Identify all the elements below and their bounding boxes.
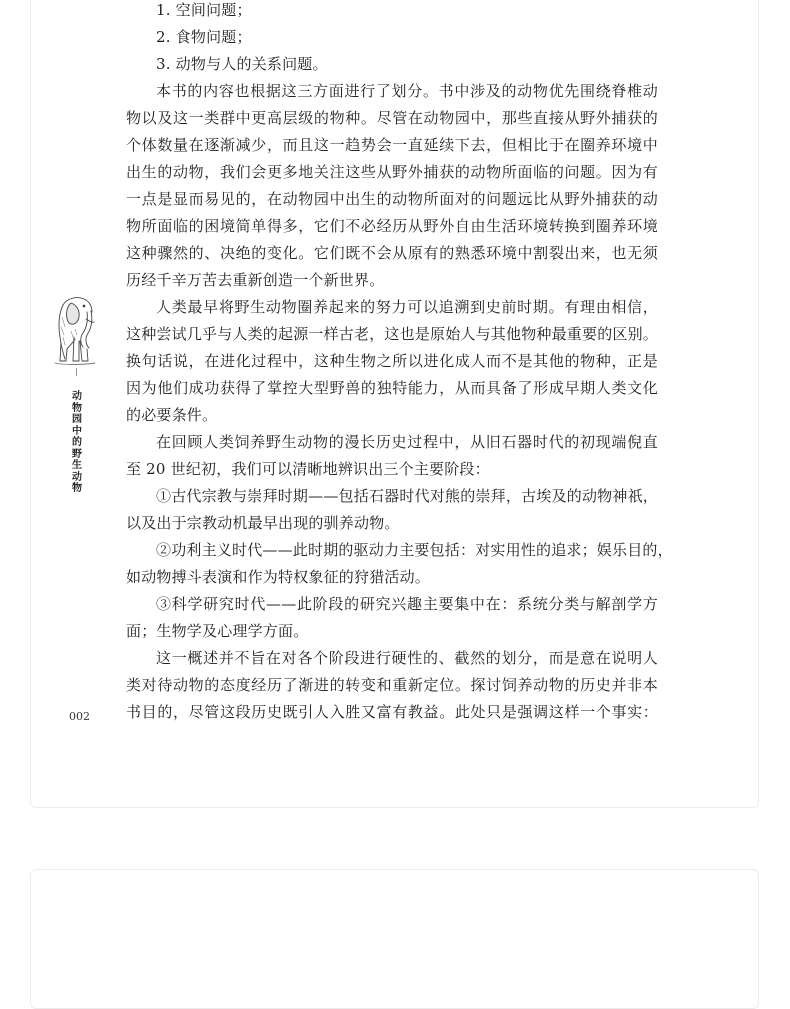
text-line: 一点是显而易见的，在动物园中出生的动物所面对的问题远比从野外捕获的动 <box>126 190 658 208</box>
text-line: 面；生物学及心理学方面。 <box>126 622 309 640</box>
text-line: 因为他们成功获得了掌控大型野兽的独特能力，从而具备了形成早期人类文化 <box>126 379 658 397</box>
body-text <box>126 0 673 726</box>
text-line: 2. 食物问题； <box>156 28 252 46</box>
elephant-illustration-icon <box>49 293 101 367</box>
text-line: 至 20 世纪初，我们可以清晰地辨识出三个主要阶段： <box>126 460 490 478</box>
text-line: 换句话说，在进化过程中，这种生物之所以进化成人而不是其他的物种，正是 <box>126 352 658 370</box>
text-line: 以及出于宗教动机最早出现的驯养动物。 <box>126 514 400 532</box>
text-line: ②功利主义时代——此时期的驱动力主要包括：对实用性的追求；娱乐目的， <box>156 541 673 559</box>
text-line: 出生的动物，我们会更多地关注这些从野外捕获的动物所面临的问题。因为有 <box>126 163 658 181</box>
text-line: 人类最早将野生动物圈养起来的努力可以追溯到史前时期。有理由相信， <box>156 298 658 316</box>
text-line: 3. 动物与人的关系问题。 <box>156 55 328 73</box>
text-line: 1. 空间问题； <box>156 1 252 19</box>
text-line: ①古代宗教与崇拜时期——包括石器时代对熊的崇拜，古埃及的动物神祇， <box>156 487 658 505</box>
text-line: 本书的内容也根据这三方面进行了划分。书中涉及的动物优先围绕脊椎动 <box>156 82 658 100</box>
text-line: 历经千辛万苦去重新创造一个新世界。 <box>126 271 385 289</box>
text-line: 如动物搏斗表演和作为特权象征的狩猎活动。 <box>126 568 431 586</box>
running-title: 动物园中的野生动物 <box>72 391 82 494</box>
text-line: 物所面临的困境简单得多，它们不必经历从野外自由生活环境转换到圈养环境 <box>126 217 658 235</box>
text-line: ③科学研究时代——此阶段的研究兴趣主要集中在：系统分类与解剖学方 <box>156 595 658 613</box>
page-number: 002 <box>69 710 90 723</box>
next-page <box>30 869 759 1009</box>
text-line: 这一概述并不旨在对各个阶段进行硬性的、截然的划分，而是意在说明人 <box>156 649 658 667</box>
text-line: 个体数量在逐渐减少，而且这一趋势会一直延续下去，但相比于在圈养环境中 <box>126 136 658 154</box>
book-page <box>30 0 759 808</box>
text-line: 物以及这一类群中更高层级的物种。尽管在动物园中，那些直接从野外捕获的 <box>126 109 658 127</box>
text-line: 类对待动物的态度经历了渐进的转变和重新定位。探讨饲养动物的历史并非本 <box>126 676 658 694</box>
text-line: 这种尝试几乎与人类的起源一样古老，这也是原始人与其他物种最重要的区别。 <box>126 325 659 343</box>
text-line: 这种骤然的、决绝的变化。它们既不会从原有的熟悉环境中割裂出来，也无须 <box>126 244 658 262</box>
text-line: 的必要条件。 <box>126 406 218 424</box>
text-line: 书目的，尽管这段历史既引人入胜又富有教益。此处只是强调这样一个事实： <box>126 703 658 721</box>
side-divider <box>76 368 77 376</box>
text-line: 在回顾人类饲养野生动物的漫长历史过程中，从旧石器时代的初现端倪直 <box>156 433 658 451</box>
